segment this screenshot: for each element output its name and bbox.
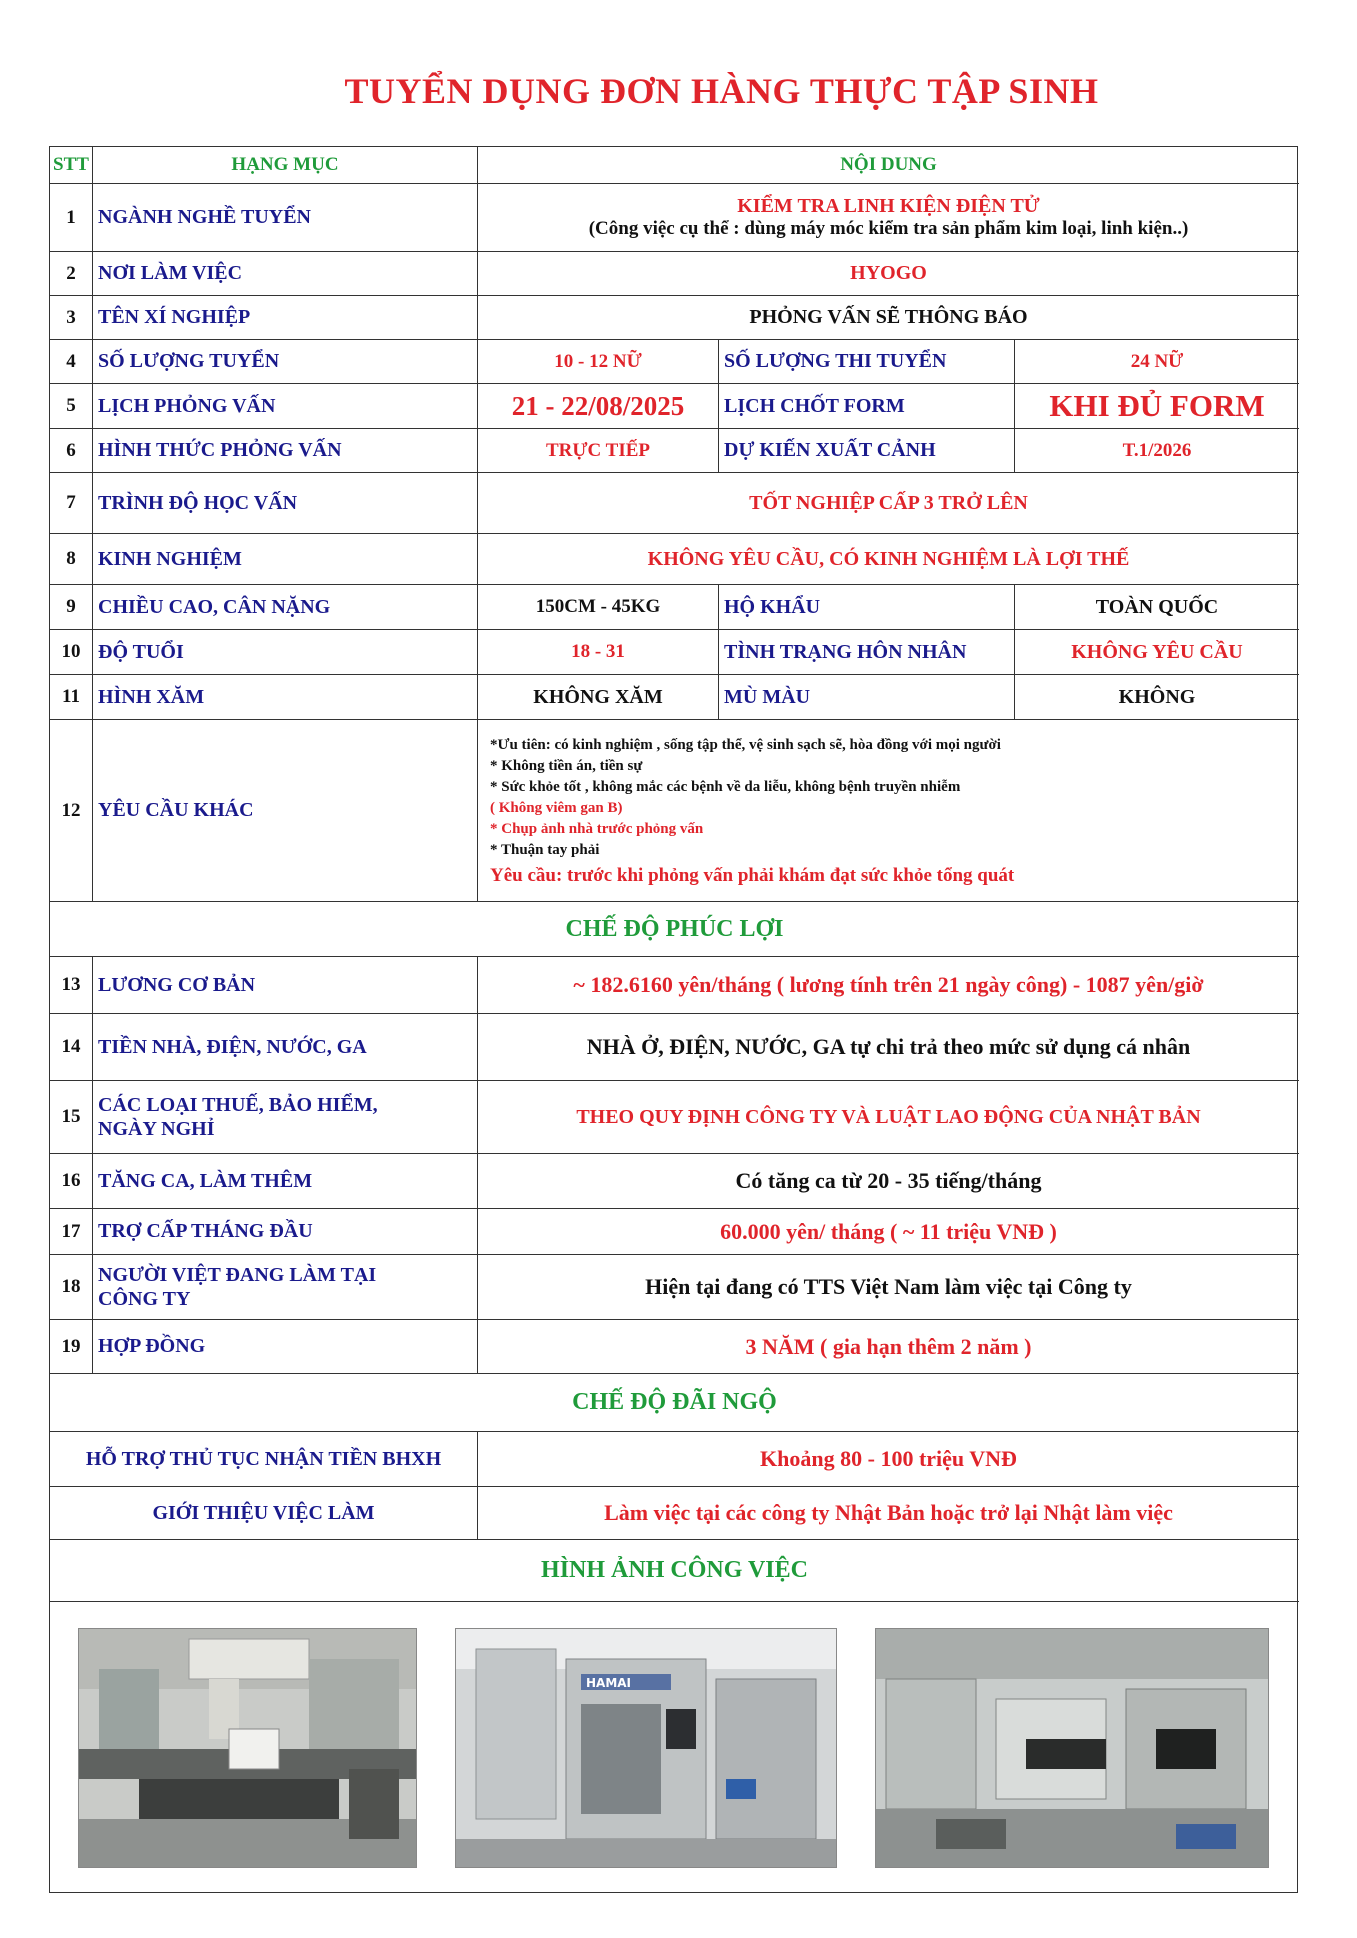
row-number: 7 bbox=[50, 473, 93, 534]
requirement-line: * Không tiền án, tiền sự bbox=[490, 758, 643, 774]
row-label-age: ĐỘ TUỔI bbox=[93, 630, 478, 675]
row-value-housing: NHÀ Ở, ĐIỆN, NƯỚC, GA tự chi trả theo mức sử dụng cá nhân bbox=[478, 1014, 1299, 1081]
row-label-vietnamese-workers: NGƯỜI VIỆT ĐANG LÀM TẠI CÔNG TY bbox=[93, 1255, 478, 1320]
row-label-departure: DỰ KIẾN XUẤT CẢNH bbox=[719, 429, 1015, 473]
job-title: KIỂM TRA LINH KIỆN ĐIỆN TỬ bbox=[737, 195, 1040, 217]
row-value-overtime: Có tăng ca từ 20 - 35 tiếng/tháng bbox=[478, 1154, 1299, 1209]
row-value-height-weight: 150CM - 45KG bbox=[478, 585, 719, 630]
job-detail: (Công việc cụ thể : dùng máy móc kiểm tra sản phẩm kim loại, linh kiện..) bbox=[588, 218, 1189, 239]
row-value-residence: TOÀN QUỐC bbox=[1015, 585, 1299, 630]
row-value-departure: T.1/2026 bbox=[1015, 429, 1299, 473]
row-value-interview-date: 21 - 22/08/2025 bbox=[478, 384, 719, 429]
row-label-height-weight: CHIỀU CAO, CÂN NẶNG bbox=[93, 585, 478, 630]
row-label-experience: KINH NGHIỆM bbox=[93, 534, 478, 585]
row-value-form-deadline: KHI ĐỦ FORM bbox=[1015, 384, 1299, 429]
row-number: 2 bbox=[50, 252, 93, 296]
row-label-exam-quantity: SỐ LƯỢNG THI TUYỂN bbox=[719, 340, 1015, 384]
row-number: 6 bbox=[50, 429, 93, 473]
section-treatment: CHẾ ĐỘ ĐÃI NGỘ bbox=[50, 1374, 1299, 1432]
row-label-color-blind: MÙ MÀU bbox=[719, 675, 1015, 720]
row-number: 8 bbox=[50, 534, 93, 585]
row-label-marital: TÌNH TRẠNG HÔN NHÂN bbox=[719, 630, 1015, 675]
row-label-interview-type: HÌNH THỨC PHỎNG VẤN bbox=[93, 429, 478, 473]
header-stt: STT bbox=[50, 147, 93, 184]
work-photo-inspection-line bbox=[78, 1628, 417, 1868]
row-number: 1 bbox=[50, 184, 93, 252]
row-value-company: PHỎNG VẤN SẼ THÔNG BÁO bbox=[478, 296, 1299, 340]
work-photo-factory-floor bbox=[875, 1628, 1269, 1868]
row-number: 17 bbox=[50, 1209, 93, 1255]
row-value-other-requirements bbox=[478, 720, 1299, 902]
row-label-salary: LƯƠNG CƠ BẢN bbox=[93, 957, 478, 1014]
row-label-job: NGÀNH NGHỀ TUYỂN bbox=[93, 184, 478, 252]
row-value-tattoo: KHÔNG XĂM bbox=[478, 675, 719, 720]
row-label-other-requirements: YÊU CẦU KHÁC bbox=[93, 720, 478, 902]
row-number: 10 bbox=[50, 630, 93, 675]
row-label-tax: CÁC LOẠI THUẾ, BẢO HIỂM, NGÀY NGHỈ bbox=[93, 1081, 478, 1154]
row-label-workplace: NƠI LÀM VIỆC bbox=[93, 252, 478, 296]
row-value-tax: THEO QUY ĐỊNH CÔNG TY VÀ LUẬT LAO ĐỘNG CỦA NHẬT BẢN bbox=[478, 1081, 1299, 1154]
row-number: 9 bbox=[50, 585, 93, 630]
row-value-workplace: HYOGO bbox=[478, 252, 1299, 296]
section-photos: HÌNH ẢNH CÔNG VIỆC bbox=[50, 1540, 1299, 1602]
requirement-line: * Sức khỏe tốt , không mắc các bệnh về da liễu, không bệnh truyền nhiễm bbox=[490, 779, 961, 795]
row-number: 19 bbox=[50, 1320, 93, 1374]
row-label-residence: HỘ KHẨU bbox=[719, 585, 1015, 630]
row-value-contract: 3 NĂM ( gia hạn thêm 2 năm ) bbox=[478, 1320, 1299, 1374]
requirement-line: ( Không viêm gan B) bbox=[490, 800, 623, 816]
row-value-marital: KHÔNG YÊU CẦU bbox=[1015, 630, 1299, 675]
row-number: 18 bbox=[50, 1255, 93, 1320]
row-number: 13 bbox=[50, 957, 93, 1014]
row-label-job-referral: GIỚI THIỆU VIỆC LÀM bbox=[50, 1487, 478, 1540]
header-content: NỘI DUNG bbox=[478, 147, 1299, 184]
row-number: 3 bbox=[50, 296, 93, 340]
requirement-line: * Chụp ảnh nhà trước phỏng vấn bbox=[490, 821, 704, 837]
row-label-tattoo: HÌNH XĂM bbox=[93, 675, 478, 720]
row-value-salary: ~ 182.6160 yên/tháng ( lương tính trên 21 ngày công) - 1087 yên/giờ bbox=[478, 957, 1299, 1014]
row-label-first-month-allowance: TRỢ CẤP THÁNG ĐẦU bbox=[93, 1209, 478, 1255]
row-value-exam-quantity: 24 NỮ bbox=[1015, 340, 1299, 384]
row-number: 12 bbox=[50, 720, 93, 902]
row-label-quantity: SỐ LƯỢNG TUYỂN bbox=[93, 340, 478, 384]
row-value-bhxh-support: Khoảng 80 - 100 triệu VNĐ bbox=[478, 1432, 1299, 1487]
row-label-interview-date: LỊCH PHỎNG VẤN bbox=[93, 384, 478, 429]
requirement-line: *Ưu tiên: có kinh nghiệm , sống tập thể, vệ sinh sạch sẽ, hòa đồng với mọi người bbox=[490, 737, 1001, 753]
header-category: HẠNG MỤC bbox=[93, 147, 478, 184]
row-number: 15 bbox=[50, 1081, 93, 1154]
row-number: 11 bbox=[50, 675, 93, 720]
row-value-experience: KHÔNG YÊU CẦU, CÓ KINH NGHIỆM LÀ LỢI THẾ bbox=[478, 534, 1299, 585]
row-number: 14 bbox=[50, 1014, 93, 1081]
row-label-company: TÊN XÍ NGHIỆP bbox=[93, 296, 478, 340]
section-benefits: CHẾ ĐỘ PHÚC LỢI bbox=[50, 902, 1299, 957]
row-number: 4 bbox=[50, 340, 93, 384]
work-photo-cnc-machine bbox=[455, 1628, 837, 1868]
row-number: 5 bbox=[50, 384, 93, 429]
row-label-contract: HỢP ĐỒNG bbox=[93, 1320, 478, 1374]
row-value-interview-type: TRỰC TIẾP bbox=[478, 429, 719, 473]
row-value-education: TỐT NGHIỆP CẤP 3 TRỞ LÊN bbox=[478, 473, 1299, 534]
row-value-color-blind: KHÔNG bbox=[1015, 675, 1299, 720]
row-label-education: TRÌNH ĐỘ HỌC VẤN bbox=[93, 473, 478, 534]
row-value-age: 18 - 31 bbox=[478, 630, 719, 675]
row-value-quantity: 10 - 12 NỮ bbox=[478, 340, 719, 384]
row-label-overtime: TĂNG CA, LÀM THÊM bbox=[93, 1154, 478, 1209]
machine-brand: HAMAI bbox=[586, 1676, 632, 1690]
requirement-line: * Thuận tay phải bbox=[490, 842, 600, 858]
row-label-bhxh-support: HỖ TRỢ THỦ TỤC NHẬN TIỀN BHXH bbox=[50, 1432, 478, 1487]
row-value-first-month-allowance: 60.000 yên/ tháng ( ~ 11 triệu VNĐ ) bbox=[478, 1209, 1299, 1255]
row-value-vietnamese-workers: Hiện tại đang có TTS Việt Nam làm việc tại Công ty bbox=[478, 1255, 1299, 1320]
row-label-form-deadline: LỊCH CHỐT FORM bbox=[719, 384, 1015, 429]
row-label-housing: TIỀN NHÀ, ĐIỆN, NƯỚC, GA bbox=[93, 1014, 478, 1081]
requirement-line: Yêu cầu: trước khi phỏng vấn phải khám đạt sức khỏe tổng quát bbox=[490, 865, 1015, 886]
page-title: TUYỂN DỤNG ĐƠN HÀNG THỰC TẬP SINH bbox=[344, 71, 1099, 111]
row-value-job-referral: Làm việc tại các công ty Nhật Bản hoặc trở lại Nhật làm việc bbox=[478, 1487, 1299, 1540]
row-number: 16 bbox=[50, 1154, 93, 1209]
row-value-job bbox=[478, 184, 1299, 252]
